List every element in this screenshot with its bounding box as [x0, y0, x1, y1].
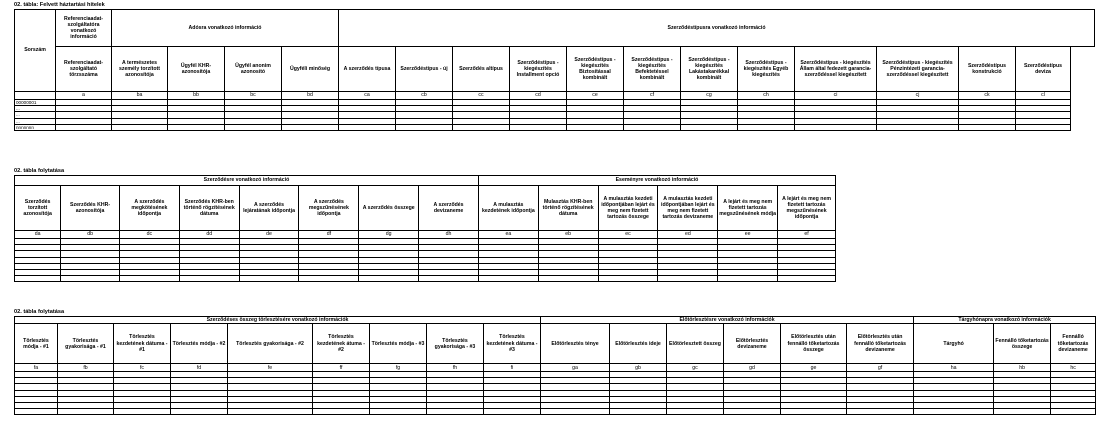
- table-cell: [724, 409, 781, 415]
- column-code: ha: [914, 364, 994, 372]
- table-cell: [427, 409, 484, 415]
- column-header: Szerződéstípus - kiegészítés Befektetéssel kombinált: [624, 47, 681, 92]
- column-code: ee: [718, 231, 778, 239]
- table-cell: [359, 276, 419, 282]
- table-cell: [114, 409, 171, 415]
- table-cell: [1016, 124, 1071, 130]
- column-header: A szerződés megszűnésének időpontja: [299, 186, 359, 231]
- column-code: ea: [478, 231, 538, 239]
- group-header: Szerződésre vonatkozó információ: [15, 176, 479, 186]
- column-code: bb: [168, 92, 225, 100]
- column-code: fa: [15, 364, 58, 372]
- table-cell: [171, 409, 228, 415]
- row-label: ...: [15, 118, 56, 124]
- column-code: fe: [228, 364, 313, 372]
- column-header: Törlesztés kezdetének dátuma - #3: [484, 324, 541, 364]
- table-cell: [914, 409, 994, 415]
- table-cell: [795, 124, 877, 130]
- column-code: ef: [778, 231, 836, 239]
- table-cell: [282, 124, 339, 130]
- column-code: [15, 92, 56, 100]
- column-header: Törlesztés módja - #1: [15, 324, 58, 364]
- column-header: A szerződés devizaneme: [419, 186, 479, 231]
- column-code: fh: [427, 364, 484, 372]
- column-header: Szerződés torzított azonosítója: [15, 186, 61, 231]
- column-code: db: [61, 231, 120, 239]
- column-header: Tárgyhó: [914, 324, 994, 364]
- column-code: ge: [781, 364, 847, 372]
- table-cell: [299, 276, 359, 282]
- column-code: gb: [610, 364, 667, 372]
- column-header: A szerződés összege: [359, 186, 419, 231]
- column-header: Törlesztés gyakorisága - #3: [427, 324, 484, 364]
- column-code: ci: [795, 92, 877, 100]
- column-header: Szerződéstípus deviza: [1016, 47, 1071, 92]
- column-header: Szerződés KHR-azonosítója: [61, 186, 120, 231]
- table-cell: [541, 409, 610, 415]
- column-code: dc: [119, 231, 179, 239]
- row-label: nnnnnnn: [15, 124, 56, 130]
- column-header: Ügyfél KHR-azonosítója: [168, 47, 225, 92]
- column-code: dd: [179, 231, 239, 239]
- column-header: Előtörlesztés ideje: [610, 324, 667, 364]
- column-header: Szerződéstípus - új: [396, 47, 453, 92]
- table-cell: [658, 276, 718, 282]
- column-header: Szerződés altípus: [453, 47, 510, 92]
- column-code: hb: [994, 364, 1051, 372]
- table-cell: [15, 276, 61, 282]
- column-header: A lejárt és meg nem fizetett tartozás megszűnésének időpontja: [778, 186, 836, 231]
- column-header: Szerződéstípus - kiegészítés Egyéb kiegészítés: [738, 47, 795, 92]
- table-cell: [228, 409, 313, 415]
- table-cell: [313, 409, 370, 415]
- column-header: Fennálló tőketartozás összege: [994, 324, 1051, 364]
- column-header: Szerződéstípus - kiegészítés Pénzintézeti garancia-szerződéssel kiegészített: [877, 47, 959, 92]
- table-cell: [598, 276, 658, 282]
- column-header: Ügyféli minőség: [282, 47, 339, 92]
- column-header: A mulasztás kezdetének időpontja: [478, 186, 538, 231]
- table-cell: [453, 124, 510, 130]
- table-cell: [112, 124, 168, 130]
- table-cell: [610, 409, 667, 415]
- column-header: Törlesztés módja - #3: [370, 324, 427, 364]
- table-cell: [168, 124, 225, 130]
- column-header: Törlesztés módja - #2: [171, 324, 228, 364]
- table-cell: [419, 276, 479, 282]
- table-cell: [239, 276, 299, 282]
- column-header: Törlesztés gyakorisága - #1: [58, 324, 114, 364]
- column-code: cg: [681, 92, 738, 100]
- column-code: ed: [658, 231, 718, 239]
- column-code: df: [299, 231, 359, 239]
- group-header: Előtörlesztésre vonatkozó információk: [541, 317, 914, 324]
- column-code: ch: [738, 92, 795, 100]
- table2: [14, 175, 836, 282]
- group-header: Adósra vonatkozó információ: [112, 10, 339, 47]
- column-code: fi: [484, 364, 541, 372]
- column-header: Törlesztés gyakorisága - #2: [228, 324, 313, 364]
- table1-caption: 02. tábla: Felvett háztartási hitelek: [14, 2, 105, 8]
- group-header: Referenciaadat-szolgáltatóra vonatkozó információ: [56, 10, 112, 47]
- group-header: Szerződéses összeg törlesztésére vonatkozó információk: [15, 317, 541, 324]
- column-code: gc: [667, 364, 724, 372]
- table-cell: [538, 276, 598, 282]
- column-header: Szerződéstípus - kiegészítés Lakástakarékkal kombinált: [681, 47, 738, 92]
- column-header: Fennálló tőketartozás devizaneme: [1051, 324, 1096, 364]
- column-code: fg: [370, 364, 427, 372]
- table-cell: [681, 124, 738, 130]
- table3: [14, 316, 1096, 415]
- table-cell: [339, 124, 396, 130]
- column-code: cb: [396, 92, 453, 100]
- column-code: cf: [624, 92, 681, 100]
- row-label: ...: [15, 106, 56, 112]
- column-header: Előtörlesztés ténye: [541, 324, 610, 364]
- table1: [14, 9, 1095, 131]
- column-code: ck: [959, 92, 1016, 100]
- column-header: A természetes személy torzított azonosítója: [112, 47, 168, 92]
- column-code: dg: [359, 231, 419, 239]
- column-code: ce: [567, 92, 624, 100]
- table-cell: [478, 276, 538, 282]
- group-header: Tárgyhónapra vonatkozó információk: [914, 317, 1096, 324]
- column-code: a: [56, 92, 112, 100]
- group-header: Eseményre vonatkozó információ: [478, 176, 835, 186]
- table-cell: [58, 409, 114, 415]
- column-header: A mulasztás kezdeti időpontjában lejárt és meg nem fizetett tartozás devizaneme: [658, 186, 718, 231]
- column-code: cc: [453, 92, 510, 100]
- column-header: Törlesztés kezdetének átuma - #2: [313, 324, 370, 364]
- column-code: de: [239, 231, 299, 239]
- column-code: cl: [1016, 92, 1071, 100]
- column-header: Ügyfél anonim azonosító: [225, 47, 282, 92]
- column-code: cd: [510, 92, 567, 100]
- table-cell: [994, 409, 1051, 415]
- table3-caption: 02. tábla folytatása: [14, 309, 65, 315]
- column-header: Törlesztés kezdetének dátuma - #1: [114, 324, 171, 364]
- column-code: ga: [541, 364, 610, 372]
- table-cell: [847, 409, 914, 415]
- group-header: Szerződéstípusra vonatkozó információ: [339, 10, 1095, 47]
- table-cell: [567, 124, 624, 130]
- table-cell: [738, 124, 795, 130]
- column-code: ba: [112, 92, 168, 100]
- column-header: Szerződéstípus - kiegészítés Installment opció: [510, 47, 567, 92]
- column-code: da: [15, 231, 61, 239]
- column-header: Előtörlesztés után fennálló tőketartozás összege: [781, 324, 847, 364]
- table-row: [15, 276, 836, 282]
- table-cell: [778, 276, 836, 282]
- column-code: eb: [538, 231, 598, 239]
- column-header: Előtörlesztés devizaneme: [724, 324, 781, 364]
- table-row: [15, 409, 1096, 415]
- table-cell: [959, 124, 1016, 130]
- column-header: Szerződéstípus - kiegészítés Biztosítással kombinált: [567, 47, 624, 92]
- table-cell: [877, 124, 959, 130]
- column-header: A szerződés megkötésének időpontja: [119, 186, 179, 231]
- table-cell: [370, 409, 427, 415]
- column-code: cj: [877, 92, 959, 100]
- table-cell: [225, 124, 282, 130]
- column-header: A lejárt és meg nem fizetett tartozás megszűnésének módja: [718, 186, 778, 231]
- column-header: Mulasztás KHR-ben történő rögzítésének dátuma: [538, 186, 598, 231]
- column-code: bc: [225, 92, 282, 100]
- column-code: fb: [58, 364, 114, 372]
- column-header: Szerződés KHR-ben történő rögzítésének dátuma: [179, 186, 239, 231]
- column-header: A szerződés típusa: [339, 47, 396, 92]
- column-code: fc: [114, 364, 171, 372]
- table-cell: [510, 124, 567, 130]
- column-code: ec: [598, 231, 658, 239]
- table-cell: [484, 409, 541, 415]
- table-cell: [718, 276, 778, 282]
- sorszam-header: Sorszám: [15, 10, 56, 92]
- row-label: ...: [15, 112, 56, 118]
- column-code: gf: [847, 364, 914, 372]
- table-cell: [15, 409, 58, 415]
- table-cell: [179, 276, 239, 282]
- column-code: fd: [171, 364, 228, 372]
- column-header: Referenciaadat-szolgáltató törzsszáma: [56, 47, 112, 92]
- column-code: bd: [282, 92, 339, 100]
- column-header: Előtörlesztés után fennálló tőketartozás devizaneme: [847, 324, 914, 364]
- column-code: gd: [724, 364, 781, 372]
- table-cell: [61, 276, 120, 282]
- column-code: dh: [419, 231, 479, 239]
- table-cell: [396, 124, 453, 130]
- column-code: ca: [339, 92, 396, 100]
- column-header: Előtörlesztett összeg: [667, 324, 724, 364]
- row-label: 00000001: [15, 100, 56, 106]
- column-header: Szerződéstípus - kiegészítés Állam által fedezett garancia-szerződéssel kiegészített: [795, 47, 877, 92]
- column-header: A szerződés lejáratának időpontja: [239, 186, 299, 231]
- column-header: Szerződéstípus konstrukció: [959, 47, 1016, 92]
- table2-caption: 02. tábla folytatása: [14, 168, 65, 174]
- column-code: hc: [1051, 364, 1096, 372]
- table-cell: [624, 124, 681, 130]
- table-cell: [56, 124, 112, 130]
- table-cell: [1051, 409, 1096, 415]
- table-cell: [781, 409, 847, 415]
- table-row: [15, 124, 1095, 130]
- column-header: A mulasztás kezdeti időpontjában lejárt és meg nem fizetett tartozás összege: [598, 186, 658, 231]
- table-cell: [667, 409, 724, 415]
- column-code: ff: [313, 364, 370, 372]
- table-cell: [119, 276, 179, 282]
